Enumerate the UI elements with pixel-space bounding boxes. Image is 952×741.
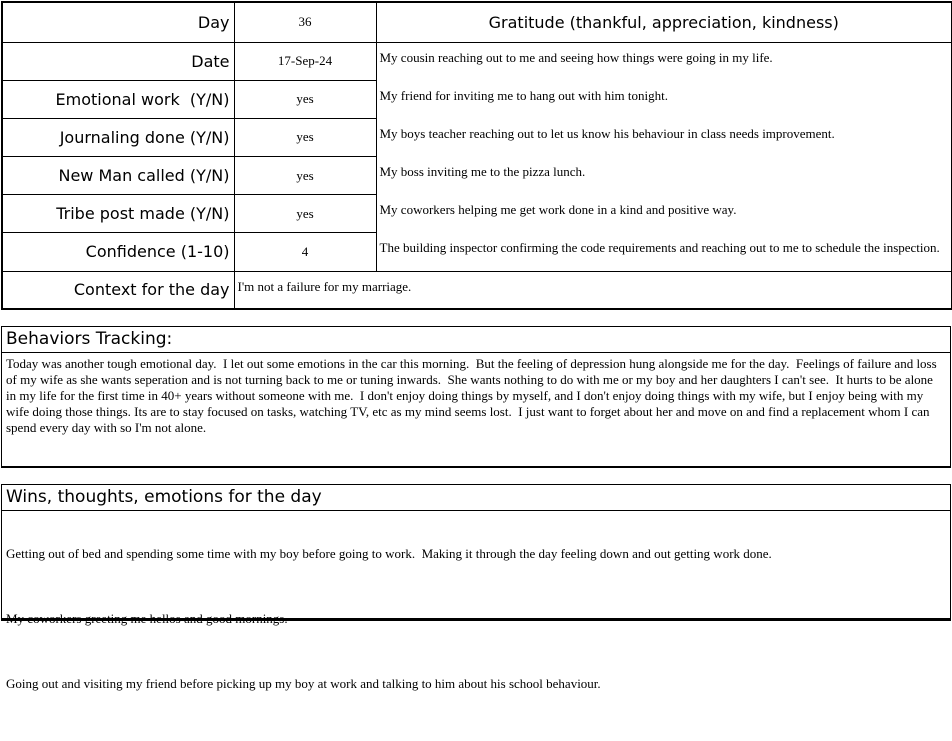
gratitude-entry[interactable]: The building inspector confirming the code requirements and reaching out to me to schedule the inspection. xyxy=(379,239,940,255)
wins-entry[interactable]: Getting out of bed and spending some time with my boy before going to work. Making it through the day feeling down and out getting work done. xyxy=(6,546,772,561)
wins-header: Wins, thoughts, emotions for the day xyxy=(2,485,950,511)
wins-entries[interactable] xyxy=(2,511,950,691)
gratitude-entry[interactable]: My boss inviting me to the pizza lunch. xyxy=(379,163,586,179)
gratitude-entry[interactable]: My cousin reaching out to me and seeing how things were going in my life. xyxy=(379,49,773,65)
wins-entry[interactable]: My coworkers greeting me hellos and good mornings. xyxy=(6,611,288,626)
new-man-called-label: New Man called (Y/N) xyxy=(2,156,234,194)
day-value-cell[interactable]: 36 xyxy=(234,2,376,42)
emotional-work-value-cell[interactable]: yes xyxy=(234,80,376,118)
tribe-post-made-value-cell[interactable]: yes xyxy=(234,195,376,233)
new-man-called-value-cell[interactable]: yes xyxy=(234,156,376,194)
wins-entry[interactable]: Going out and visiting my friend before picking up my boy at work and talking to him about his school behaviour. xyxy=(6,676,601,691)
journaling-done-value-cell[interactable]: yes xyxy=(234,118,376,156)
day-label: Day xyxy=(2,2,234,42)
table-row xyxy=(2,42,952,80)
table-row xyxy=(2,2,952,42)
behaviors-tracking-text[interactable]: Today was another tough emotional day. I let out some emotions in the car this morning. But the feeling of depression hung alongside me for the day. Feelings of failure and loss of my wife as she wants seperation and is not turning back to me or tuning inwards. She wants nothing to do with me or my boy and her daughters I can't see. It hurts to be alone in my life for the first time in 40+ years without someone with me. I don't enjoy doing things by myself, and I don't enjoy doing things with my wife, but I enjoy being with my wife doing those things. Its are to stay focused on tasks, watching TV, etc as my mind seems lost. I just want to forget about her and move on and find a replacement whom I can spend every day with so I'm not alone. xyxy=(6,356,940,435)
behaviors-tracking-section xyxy=(1,326,951,468)
behaviors-tracking-header: Behaviors Tracking: xyxy=(2,327,950,353)
date-value-cell[interactable]: 17-Sep-24 xyxy=(234,42,376,80)
date-label: Date xyxy=(2,42,234,80)
daily-tracker-table xyxy=(1,1,952,310)
gratitude-entry[interactable]: My boys teacher reaching out to let us know his behaviour in class needs improvement. xyxy=(379,125,835,141)
gratitude-entry[interactable]: My friend for inviting me to hang out with him tonight. xyxy=(379,87,669,103)
wins-section xyxy=(1,484,951,691)
journaling-done-label: Journaling done (Y/N) xyxy=(2,118,234,156)
table-row xyxy=(2,271,952,309)
context-value-cell[interactable]: I'm not a failure for my marriage. xyxy=(234,271,952,309)
emotional-work-label: Emotional work (Y/N) xyxy=(2,80,234,118)
tribe-post-made-label: Tribe post made (Y/N) xyxy=(2,195,234,233)
gratitude-header: Gratitude (thankful, appreciation, kindness) xyxy=(376,2,952,42)
confidence-value-cell[interactable]: 4 xyxy=(234,233,376,271)
gratitude-entries-cell[interactable] xyxy=(376,42,952,271)
context-label: Context for the day xyxy=(2,271,234,309)
confidence-label: Confidence (1-10) xyxy=(2,233,234,271)
gratitude-entry[interactable]: My coworkers helping me get work done in a kind and positive way. xyxy=(379,201,737,217)
